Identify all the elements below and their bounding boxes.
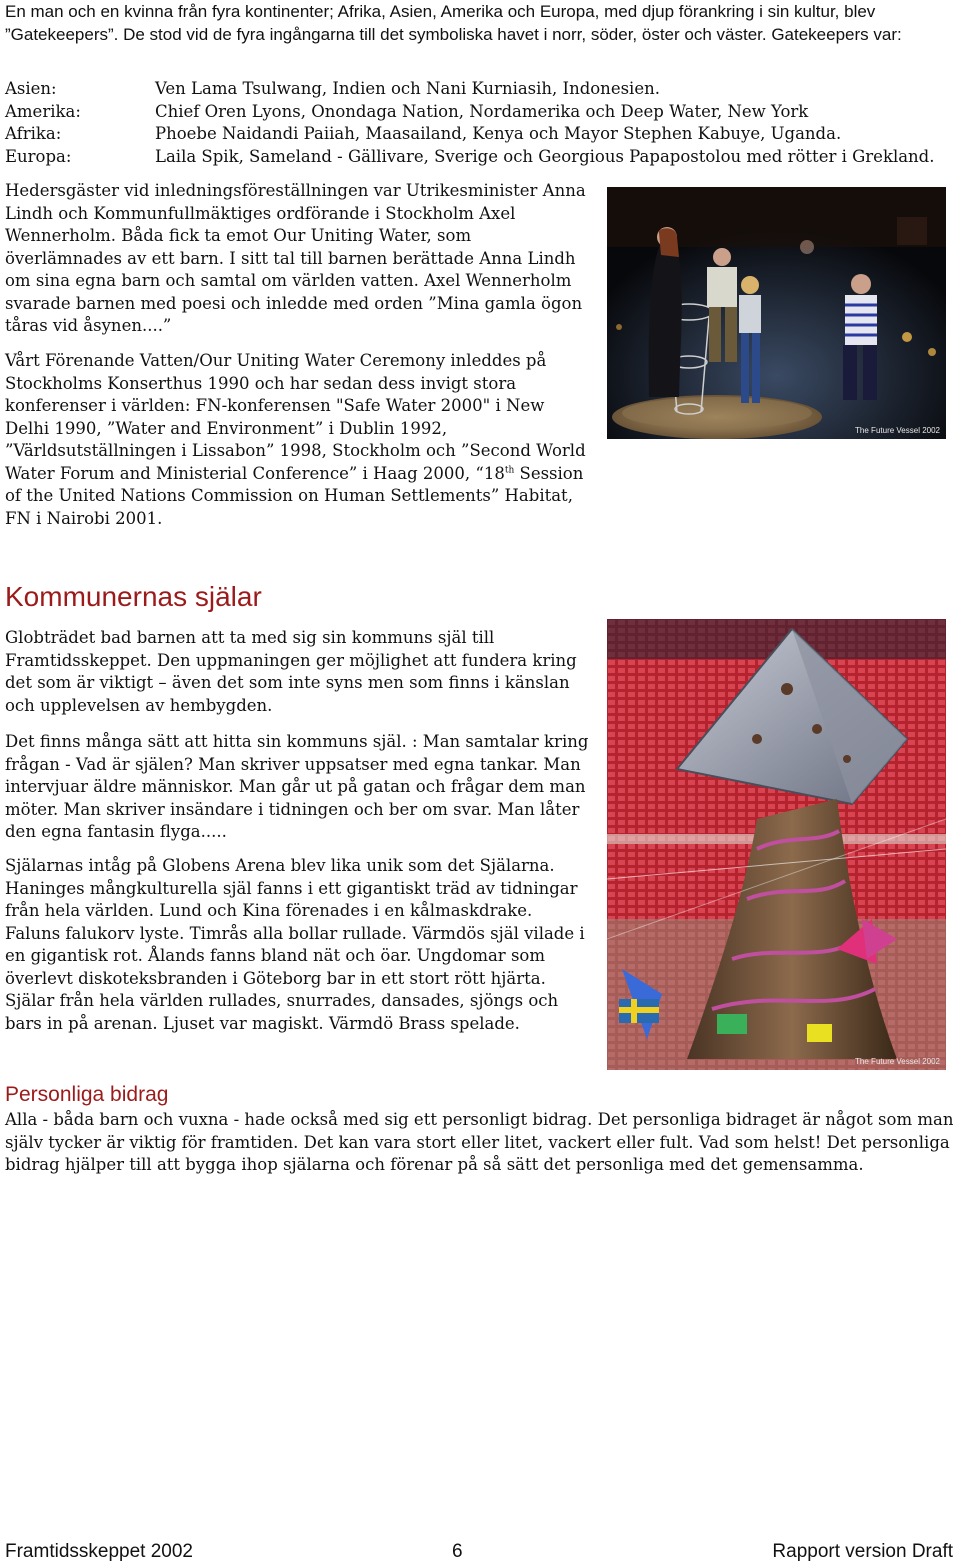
gatekeeper-label: Amerika:	[5, 101, 81, 121]
gatekeeper-row-afrika	[5, 123, 960, 146]
arena-photo	[607, 619, 946, 1070]
kommuner-paragraph-3: Själarnas intåg på Globens Arena blev lika unik som det Själarna. Haninges mångkulturella själ fanns i ett gigantiskt träd av tidningar från hela världen. Lund och Kina förenades i en kålmaskdrake. Faluns falukorv lyste. Timrås alla bollar rullade. Värmdös själ vilade i en gigantisk rot. Ålands fanns bland nät och öar. Ungdomar som överlevt diskoteksbranden i Göteborg bar in ett stort rött hjärta. Själar från hela världen rullades, snurrades, dansades, sjöngs och bars in på arenan. Ljuset var magiskt. Värmdö Brass spelade.	[5, 856, 585, 1033]
gatekeeper-label: Asien:	[5, 79, 57, 98]
gatekeeper-value: Chief Oren Lyons, Onondaga Nation, Nordamerika och Deep Water, New York	[155, 101, 809, 121]
gatekeeper-row-amerika	[5, 101, 960, 124]
page-footer	[5, 1540, 955, 1564]
ceremony-photo	[607, 187, 946, 439]
kommuner-paragraph-2: Det finns många sätt att hitta sin kommuns själ. : Man samtalar kring frågan - Vad är själen? Man skriver uppsatser med egna tankar. Man intervjuar äldre människor. Man går ut på gatan och frågar dem man möter. Man skriver insändare i tidningen och ber om svar. Man låter den egna fantasin flyga.....	[5, 732, 589, 841]
gatekeepers-list	[5, 78, 960, 168]
ceremony-paragraph	[5, 350, 590, 530]
intro-paragraph: En man och en kvinna från fyra kontinenter; Afrika, Asien, Amerika och Europa, med djup förankring i sin kultur, blev ”Gatekeepers”. De stod vid de fyra ingångarna till det symboliska havet i norr, söder, öster och väster. Gatekeepers var:	[5, 2, 902, 44]
ceremony-text-start: Vårt Förenande Vatten/Our Uniting Water Ceremony inleddes på Stockholms Konserthus 1990 och har sedan dess invigt stora konferenser i världen: FN-konferensen "Safe Water 2000" i New Delhi 1990, ”Water and Environment” i Dublin 1992, ”Världsutställningen i Lissabon” 1998, Stockholm och ”Second World Water Forum and Ministerial Conference” i Haag 2000, “18	[5, 351, 586, 483]
page-number: 6	[452, 1541, 463, 1562]
gatekeeper-label: Afrika:	[5, 124, 62, 143]
gatekeeper-label: Europa:	[5, 146, 72, 166]
ceremony-photo-illustration	[607, 187, 946, 439]
ceremony-text-end: Session of the United Nations Commission on Human Settlements” Habitat, FN i Nairobi 2001.	[5, 463, 584, 528]
guests-paragraph: Hedersgäster vid inledningsföreställningen var Utrikesminister Anna Lindh och Kommunfullmäktiges ordförande i Stockholm Axel Wennerholm. Båda fick ta emot Our Uniting Water, som överlämnades av ett barn. I sitt tal till barnen berättade Anna Lindh om sina egna barn och samtal om världen vatten. Axel Wennerholm svarade barnen med poesi och inledde med orden ”Mina gamla ögon tåras vid åsynen....”	[5, 181, 586, 335]
gatekeeper-value: Ven Lama Tsulwang, Indien och Nani Kurniasih, Indonesien.	[155, 79, 660, 98]
section-heading-kommuner: Kommunernas själar	[5, 581, 262, 612]
ordinal-suffix: th	[504, 465, 515, 475]
gatekeeper-row-europa	[5, 146, 960, 169]
photo-watermark: The Future Vessel 2002	[855, 1057, 940, 1066]
kommuner-paragraph-1: Globträdet bad barnen att ta med sig sin kommuns själ till Framtidsskeppet. Den uppmaningen ger möjlighet att fundera kring det som är viktigt – även det som inte syns men som finns i känslan och upplevelsen av hembygden.	[5, 628, 577, 715]
arena-photo-illustration	[607, 619, 946, 1070]
section-heading-bidrag: Personliga bidrag	[5, 1083, 169, 1106]
bidrag-paragraph: Alla - båda barn och vuxna - hade också med sig ett personligt bidrag. Det personliga bidraget är något som man själv tycker är viktig för framtiden. Det kan vara stort eller litet, vackert eller fult. Vad som helst! Det personliga bidrag hjälper till att bygga ihop själarna och förenar på så sätt det personliga med det gemensamma.	[5, 1110, 954, 1174]
gatekeeper-value: Phoebe Naidandi Paiiah, Maasailand, Kenya och Mayor Stephen Kabuye, Uganda.	[155, 124, 842, 143]
footer-version: Rapport version Draft	[772, 1541, 953, 1562]
gatekeeper-value: Laila Spik, Sameland - Gällivare, Sverige och Georgious Papapostolou med rötter i Grekland.	[155, 146, 935, 166]
gatekeeper-row-asien	[5, 78, 960, 101]
footer-title: Framtidsskeppet 2002	[5, 1541, 193, 1562]
photo-watermark: The Future Vessel 2002	[855, 426, 940, 435]
